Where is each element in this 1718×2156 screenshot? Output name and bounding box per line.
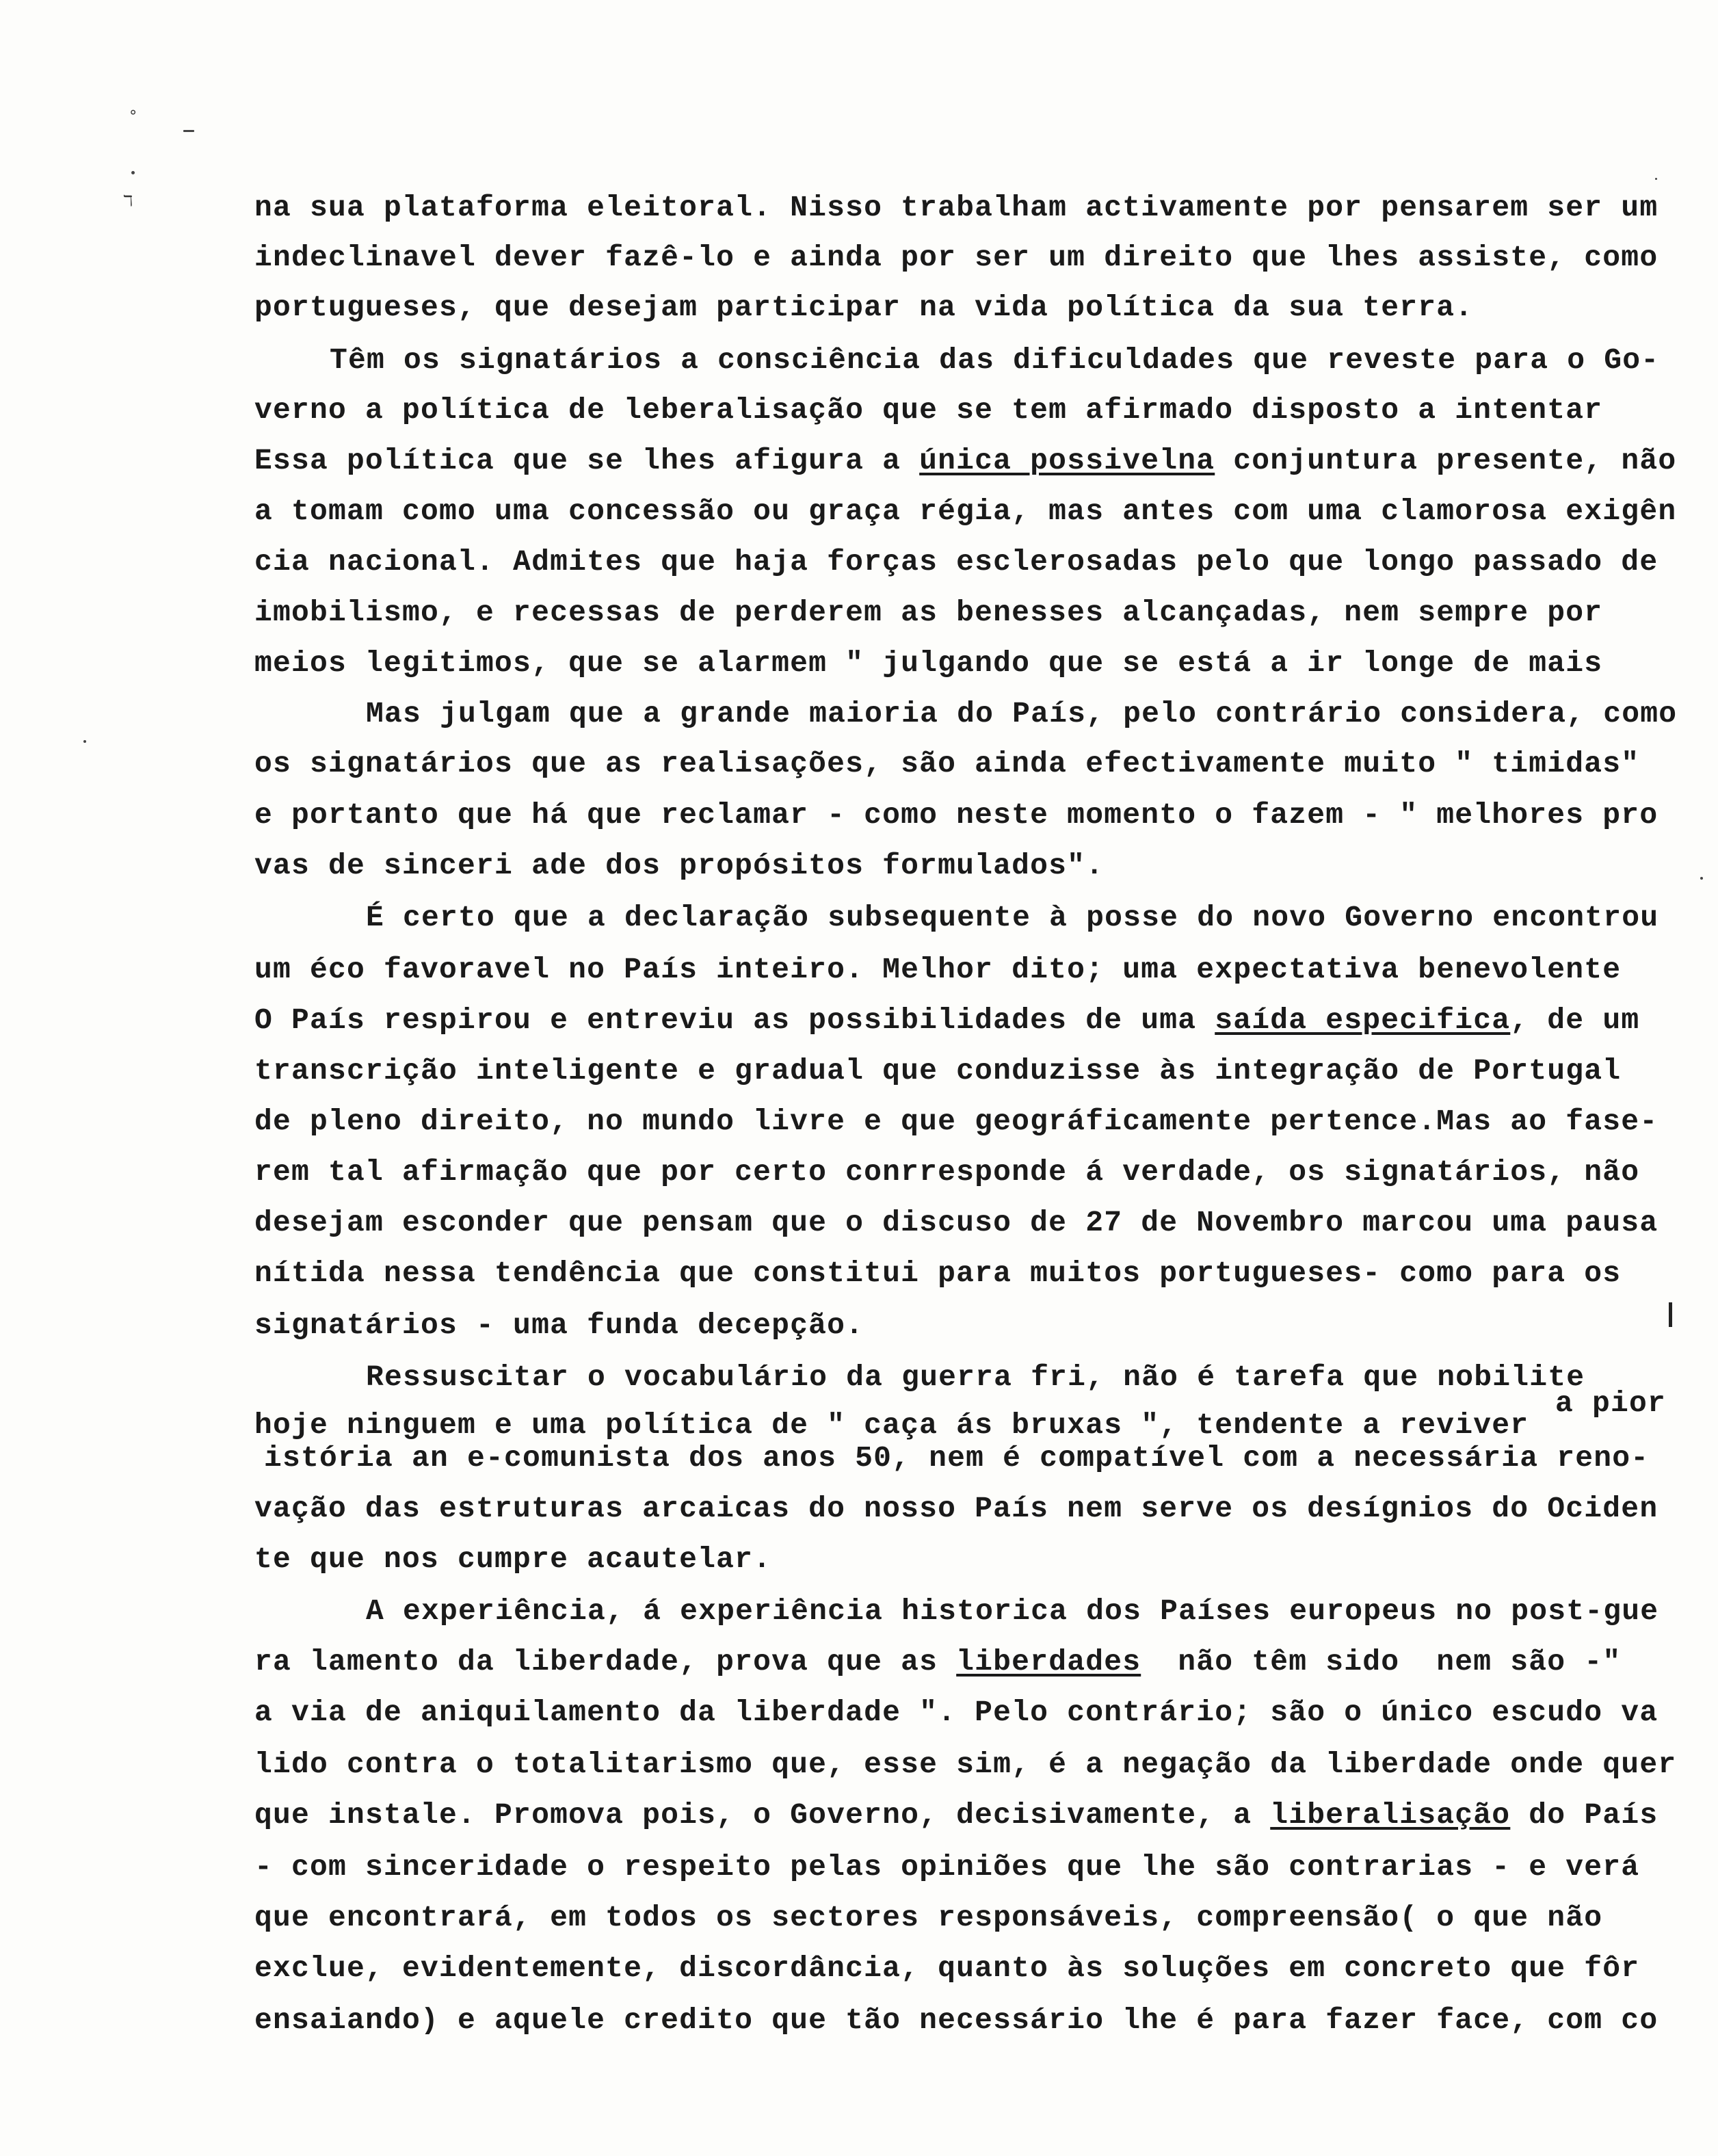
text-line-23: signatários - uma funda decepção. bbox=[254, 1309, 864, 1342]
text-run: conjuntura presente, não bbox=[1215, 444, 1677, 477]
text-run: do País bbox=[1510, 1798, 1658, 1832]
text-line-9: imobilismo, e recessas de perderem as benesses alcançadas, nem sempre por bbox=[254, 596, 1603, 629]
margin-speck bbox=[131, 171, 135, 174]
text-line-25-right: a pior bbox=[1555, 1386, 1667, 1420]
text-line-16: um éco favoravel no País inteiro. Melhor dito; uma expectativa benevolente bbox=[254, 953, 1622, 986]
margin-speck bbox=[1700, 877, 1703, 880]
text-line-28: vação das estruturas arcaicas do nosso País nem serve os desígnios do Ociden bbox=[254, 1492, 1658, 1525]
text-line-12: os signatários que as realisações, são ainda efectivamente muito " timidas" bbox=[254, 747, 1640, 780]
text-line-18: transcrição inteligente e gradual que conduzisse às integração de Portugal bbox=[254, 1054, 1622, 1088]
text-line-26: hoje ninguem e uma política de " caça ás bruxas ", tendente a reviver bbox=[254, 1408, 1529, 1442]
text-line-19: de pleno direito, no mundo livre e que geográficamente pertence.Mas ao fase- bbox=[254, 1105, 1658, 1138]
underlined-phrase: liberalisação bbox=[1270, 1798, 1511, 1832]
text-run: ra lamento da liberdade, prova que as bbox=[254, 1645, 957, 1679]
text-run: Essa política que se lhes afigura a bbox=[254, 444, 920, 477]
text-line-30: A experiência, á experiência historica dos Países europeus no post-gue bbox=[366, 1594, 1659, 1628]
text-run: , de um bbox=[1510, 1003, 1640, 1037]
margin-dash bbox=[183, 130, 194, 132]
margin-bar-mark bbox=[1669, 1302, 1672, 1327]
text-run: que instale. Promova pois, o Governo, decisivamente, a bbox=[254, 1798, 1271, 1832]
text-line-29: te que nos cumpre acautelar. bbox=[254, 1542, 772, 1576]
underlined-phrase: liberdades bbox=[956, 1645, 1141, 1679]
text-line-15: É certo que a declaração subsequente à posse do novo Governo encontrou bbox=[366, 901, 1659, 934]
text-line-4: Têm os signatários a consciência das dificuldades que reveste para o Go- bbox=[330, 343, 1660, 377]
text-line-14: vas de sinceri ade dos propósitos formulados". bbox=[254, 849, 1105, 882]
text-line-21: desejam esconder que pensam que o discuso de 27 de Novembro marcou uma pausa bbox=[254, 1206, 1658, 1239]
margin-speck bbox=[83, 740, 86, 743]
text-line-31 bbox=[254, 1647, 1621, 1677]
text-line-38: ensaiando) e aquele credito que tão necessário lhe é para fazer face, com co bbox=[254, 2003, 1658, 2037]
text-line-24: Ressuscitar o vocabulário da guerra fri, não é tarefa que nobilite bbox=[366, 1360, 1585, 1394]
text-line-35: - com sinceridade o respeito pelas opiniões que lhe são contrarias - e verá bbox=[254, 1850, 1640, 1884]
text-line-27: istória an e-comunista dos anos 50, nem é compatível com a necessária reno- bbox=[264, 1441, 1650, 1475]
text-line-5: verno a política de leberalisação que se tem afirmado disposto a intentar bbox=[254, 393, 1603, 427]
text-line-36: que encontrará, em todos os sectores responsáveis, compreensão( o que não bbox=[254, 1901, 1603, 1934]
text-line-6 bbox=[254, 446, 1676, 475]
underlined-phrase: saída especifica bbox=[1215, 1003, 1511, 1037]
text-line-33: lido contra o totalitarismo que, esse sim, é a negação da liberdade onde quer bbox=[254, 1748, 1677, 1781]
margin-speck bbox=[1655, 178, 1657, 180]
text-line-17 bbox=[254, 1005, 1639, 1035]
text-line-20: rem tal afirmação que por certo conrresponde á verdade, os signatários, não bbox=[254, 1155, 1640, 1189]
text-line-13: e portanto que há que reclamar - como neste momento o fazem - " melhores pro bbox=[254, 798, 1658, 832]
text-line-3: portugueses, que desejam participar na vida política da sua terra. bbox=[254, 291, 1474, 324]
margin-speck: ° bbox=[129, 108, 138, 125]
text-line-37: exclue, evidentemente, discordância, quanto às soluções em concreto que fôr bbox=[254, 1951, 1640, 1985]
margin-mark: ℸ bbox=[123, 193, 133, 210]
underlined-phrase: única possivelna bbox=[919, 444, 1215, 477]
text-line-11: Mas julgam que a grande maioria do País, pelo contrário considera, como bbox=[366, 697, 1678, 731]
text-run: não têm sido nem são -" bbox=[1141, 1645, 1622, 1679]
text-run: O País respirou e entreviu as possibilidades de uma bbox=[254, 1003, 1215, 1037]
text-line-1: na sua plataforma eleitoral. Nisso trabalham activamente por pensarem ser um bbox=[254, 191, 1658, 224]
text-line-7: a tomam como uma concessão ou graça régia, mas antes com uma clamorosa exigên bbox=[254, 495, 1677, 528]
text-line-32: a via de aniquilamento da liberdade ". Pelo contrário; são o único escudo va bbox=[254, 1696, 1658, 1729]
text-line-22: nítida nessa tendência que constitui para muitos portugueses- como para os bbox=[254, 1257, 1622, 1290]
text-line-10: meios legitimos, que se alarmem " julgando que se está a ir longe de mais bbox=[254, 646, 1603, 680]
text-line-2: indeclinavel dever fazê-lo e ainda por ser um direito que lhes assiste, como bbox=[254, 241, 1658, 274]
text-line-34 bbox=[254, 1800, 1658, 1830]
text-line-8: cia nacional. Admites que haja forças esclerosadas pelo que longo passado de bbox=[254, 545, 1658, 579]
